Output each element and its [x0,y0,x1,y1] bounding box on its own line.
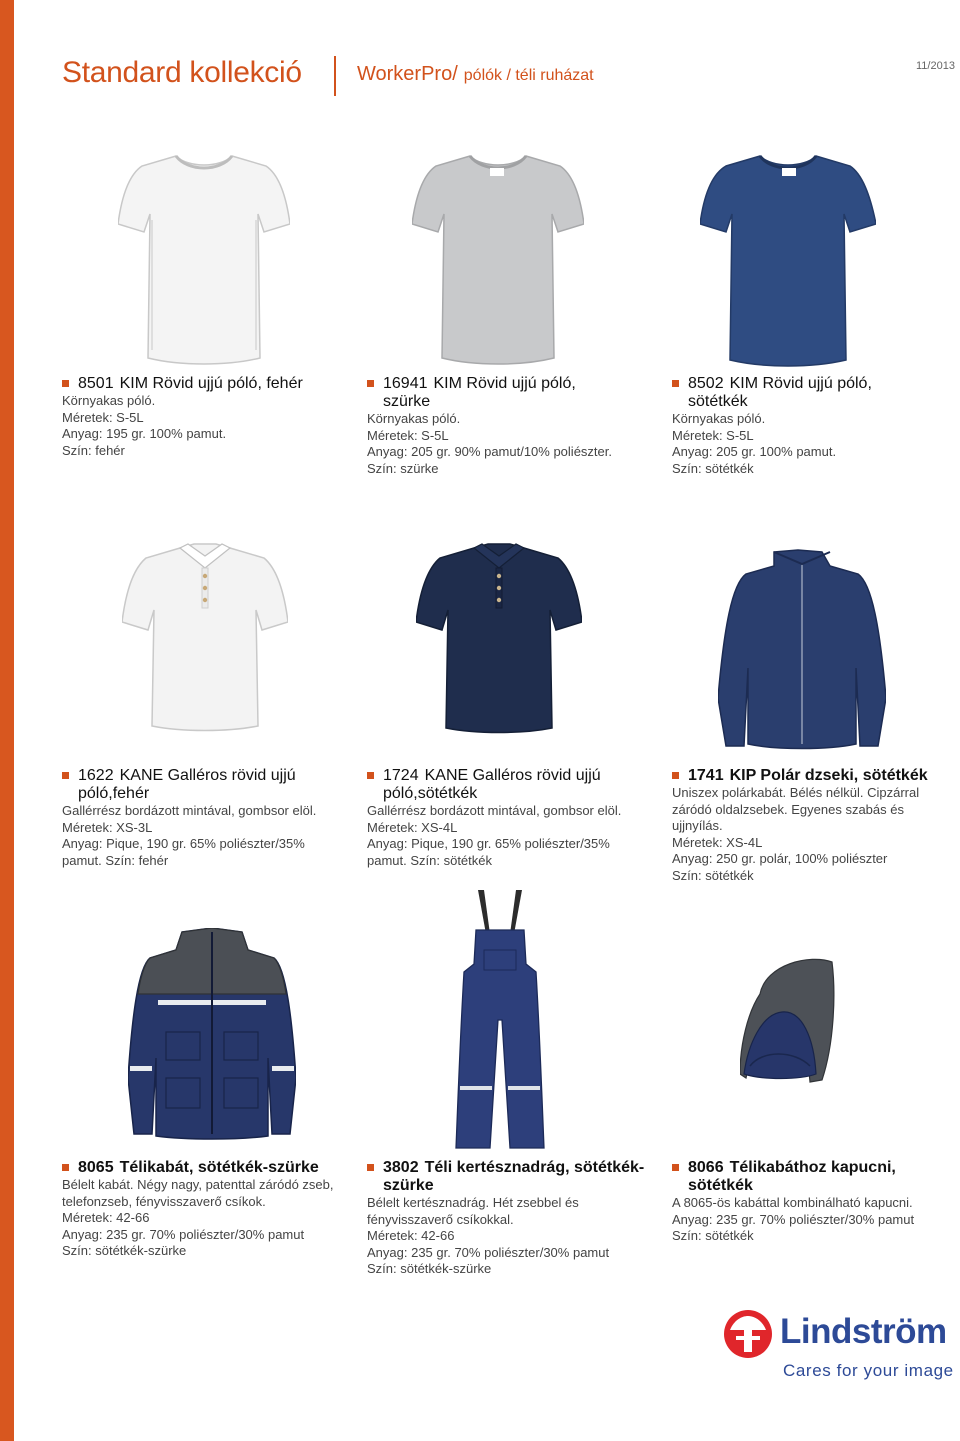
product-card-8065 [62,1159,342,1260]
winter-jacket-image [128,928,296,1140]
product-code: 8502 [688,375,724,392]
product-detail: Szín: sötétkék [672,460,754,476]
bullet-square-icon [672,1164,679,1171]
product-detail: Szín: sötétkék-szürke [62,1243,187,1259]
product-detail: Méretek: 42-66 [367,1228,455,1244]
bullet-square-icon [367,772,374,779]
bullet-square-icon [367,1164,374,1171]
product-code: 1724 [383,767,419,784]
product-title [367,375,627,411]
product-code: 8066 [688,1159,724,1176]
bullet-square-icon [62,380,69,387]
product-card-1724 [367,767,637,869]
header-divider [334,56,336,96]
product-detail: Uniszex polárkabát. Bélés nélkül. Cipzárral záródó oldalzsebek. Egyenes szabás és ujjnyílás. [672,785,920,834]
product-detail: Anyag: 235 gr. 70% poliészter/30% pamut [62,1226,305,1242]
product-name: KANE Galléros rövid ujjú póló,fehér [78,767,296,802]
product-code: 16941 [383,375,428,392]
product-title [672,767,930,785]
navy-polo-image [416,542,582,734]
product-detail: Anyag: Pique, 190 gr. 65% poliészter/35% pamut. Szín: sötétkék [367,836,610,868]
accent-side-bar [0,0,14,1441]
product-name: KANE Galléros rövid ujjú póló,sötétkék [383,767,601,802]
product-title [672,375,922,411]
product-detail: Méretek: S-5L [62,409,144,425]
product-card-1622 [62,767,342,869]
product-detail: Méretek: XS-4L [672,834,763,850]
product-title [62,375,342,393]
page-title: Standard kollekció [62,56,302,89]
product-title [62,1159,342,1177]
bullet-square-icon [62,772,69,779]
lindstrom-logo-icon [722,1308,774,1360]
product-card-8502 [672,375,922,477]
product-detail: Bélelt kabát. Négy nagy, patenttal záródó zseb, telefonzseb, fényvisszaverő csíkok. [62,1177,334,1209]
winter-overalls-image [454,890,546,1152]
product-detail: Anyag: 250 gr. polár, 100% poliészter [672,851,888,867]
navy-tshirt-image [700,150,876,370]
product-detail: Gallérrész bordázott mintával, gombsor elöl. [367,803,622,818]
product-detail: Szín: sötétkék [672,867,754,883]
product-code: 3802 [383,1159,419,1176]
bullet-square-icon [672,380,679,387]
product-detail: Szín: fehér [62,442,125,458]
product-card-1741 [672,767,930,885]
product-code: 8065 [78,1159,114,1176]
grey-tshirt-image [412,150,584,368]
product-detail: Szín: szürke [367,460,439,476]
product-name: Téli kertésznadrág, sötétkék-szürke [383,1159,645,1194]
product-detail: Gallérrész bordázott mintával, gombsor elöl. [62,803,317,818]
product-detail: Méretek: XS-4L [367,819,458,835]
product-name: Télikabáthoz kapucni, sötétkék [688,1159,896,1194]
product-detail: Anyag: 205 gr. 90% pamut/10% poliészter. [367,444,612,460]
bullet-square-icon [62,1164,69,1171]
product-title [672,1159,928,1195]
category-label: pólók / téli ruházat [463,67,594,84]
product-title [367,1159,653,1195]
winter-hood-image [740,954,836,1088]
product-name: KIM Rövid ujjú póló, sötétkék [688,375,872,410]
product-detail: Anyag: 235 gr. 70% poliészter/30% pamut [672,1211,915,1227]
navy-fleece-jacket-image [718,548,886,750]
product-detail: Méretek: XS-3L [62,819,153,835]
product-code: 1622 [78,767,114,784]
product-name: Télikabát, sötétkék-szürke [119,1159,319,1176]
product-name: KIM Rövid ujjú póló, szürke [383,375,576,410]
page-subtitle [357,63,594,86]
product-name: KIM Rövid ujjú póló, fehér [119,375,303,392]
product-detail: A 8065-ös kabáttal kombinálható kapucni. [672,1195,913,1210]
product-detail: Szín: sötétkék [672,1228,754,1244]
product-name: KIP Polár dzseki, sötétkék [729,767,928,784]
brand-tagline: Cares for your image [783,1361,954,1380]
brand-name: Lindström [780,1312,947,1351]
product-detail: Anyag: 205 gr. 100% pamut. [672,444,837,460]
product-card-3802 [367,1159,653,1278]
product-detail: Méretek: 42-66 [62,1210,150,1226]
product-code: 8501 [78,375,114,392]
product-detail: Szín: sötétkék-szürke [367,1261,492,1277]
bullet-square-icon [367,380,374,387]
white-polo-image [122,542,288,732]
product-detail: Környakas póló. [62,393,156,408]
product-detail: Méretek: S-5L [672,427,754,443]
product-detail: Anyag: 235 gr. 70% poliészter/30% pamut [367,1244,610,1260]
product-card-8066 [672,1159,928,1245]
product-detail: Méretek: S-5L [367,427,449,443]
product-detail: Bélelt kertésznadrág. Hét zsebbel és fényvisszaverő csíkokkal. [367,1195,579,1227]
product-detail: Anyag: Pique, 190 gr. 65% poliészter/35% pamut. Szín: fehér [62,836,305,868]
product-card-8501 [62,375,342,459]
white-tshirt-image [118,150,290,368]
bullet-square-icon [672,772,679,779]
product-detail: Anyag: 195 gr. 100% pamut. [62,426,227,442]
product-card-16941 [367,375,627,477]
issue-date: 11/2013 [916,60,955,72]
collection-name: WorkerPro/ [357,63,458,85]
product-code: 1741 [688,767,724,784]
product-detail: Környakas póló. [367,411,461,426]
product-title [367,767,637,803]
product-detail: Környakas póló. [672,411,766,426]
product-title [62,767,342,803]
